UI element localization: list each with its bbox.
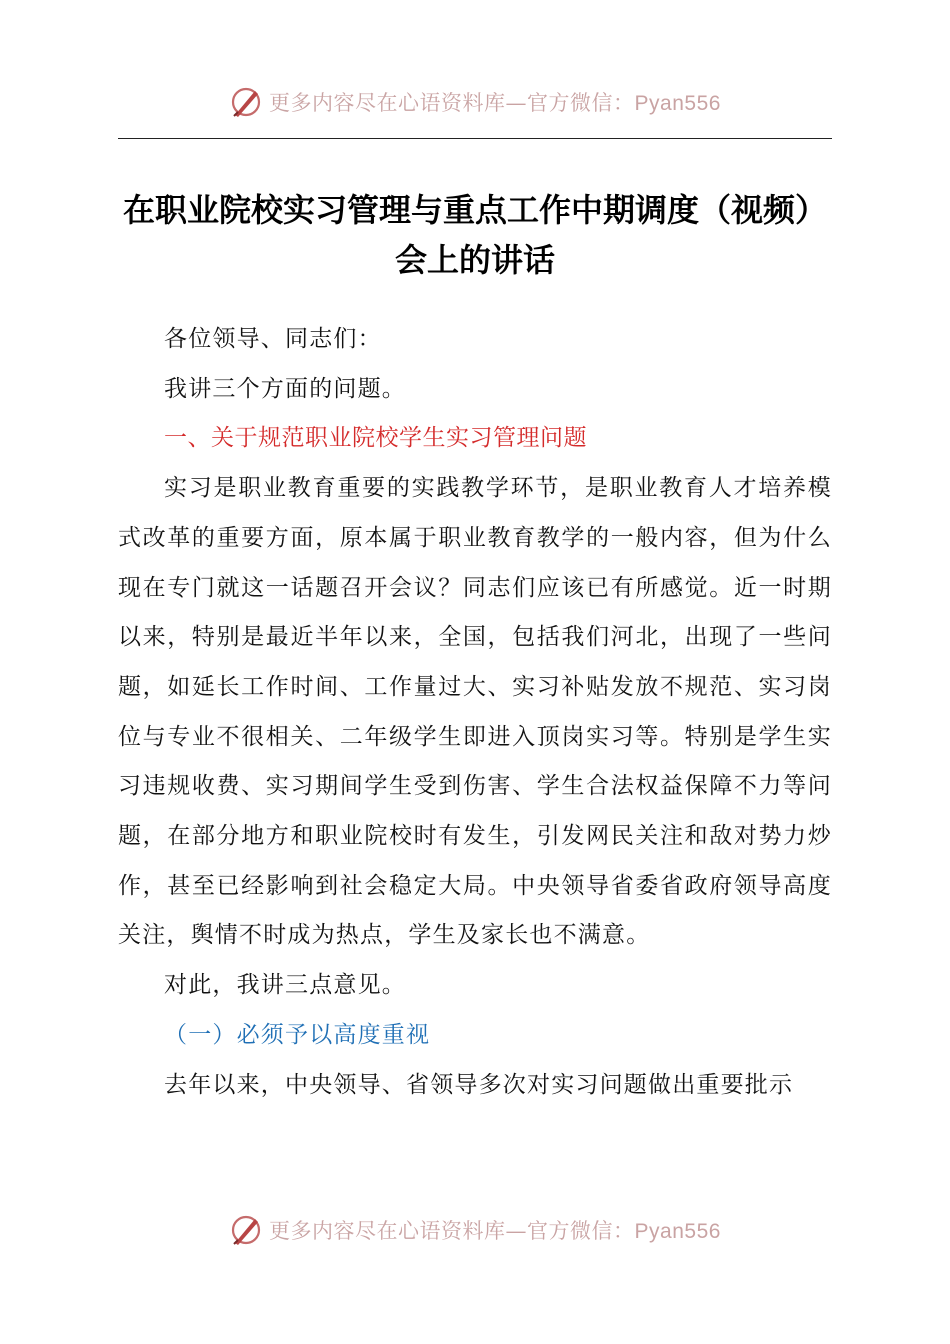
paragraph: 我讲三个方面的问题。: [164, 375, 406, 402]
pen-circle-icon: [229, 1213, 263, 1247]
watermark-header: [0, 82, 950, 122]
watermark-text: [269, 87, 721, 117]
paragraph: 实习是职业教育重要的实践教学环节，是职业教育人才培养模式改革的重要方面，原本属于职业教育教学的一般内容，但为什么现在专门就这一话题召开会议？同志们应该已有所感觉。近一时期以来，特别是最近半年以来，全国，包括我们河北，出现了一些问题，如延长工作时间、工作量过大、实习补贴发放不规范、实习岗位与专业不很相关、二年级学生即进入顶岗实习等。特别是学生实习违规收费、实习期间学生受到伤害、学生合法权益保障不力等问题，在部分地方和职业院校时有发生，引发网民关注和敌对势力炒作，甚至已经影响到社会稳定大局。中央领导省委省政府领导高度关注，舆情不时成为热点，学生及家长也不满意。: [118, 475, 832, 949]
watermark-label: 更多内容尽在心语资料库—官方微信：: [269, 1219, 635, 1243]
section-heading: 一、关于规范职业院校学生实习管理问题: [164, 425, 587, 452]
paragraph: 各位领导、同志们：: [164, 326, 382, 352]
watermark-footer: [0, 1210, 950, 1250]
subsection-heading: （一）必须予以高度重视: [164, 1021, 431, 1048]
header-rule: [118, 138, 832, 139]
page-title: 在职业院校实习管理与重点工作中期调度（视频）会上的讲话: [122, 191, 827, 279]
pen-circle-icon: [229, 85, 263, 119]
paragraph: 对此，我讲三点意见。: [164, 972, 406, 999]
watermark-text: [269, 1215, 721, 1245]
document-body: [118, 315, 832, 1110]
watermark-id: Pyan556: [634, 92, 721, 115]
watermark-label: 更多内容尽在心语资料库—官方微信：: [269, 91, 635, 115]
paragraph: 去年以来，中央领导、省领导多次对实习问题做出重要批示: [164, 1071, 794, 1098]
watermark-id: Pyan556: [634, 1220, 721, 1243]
